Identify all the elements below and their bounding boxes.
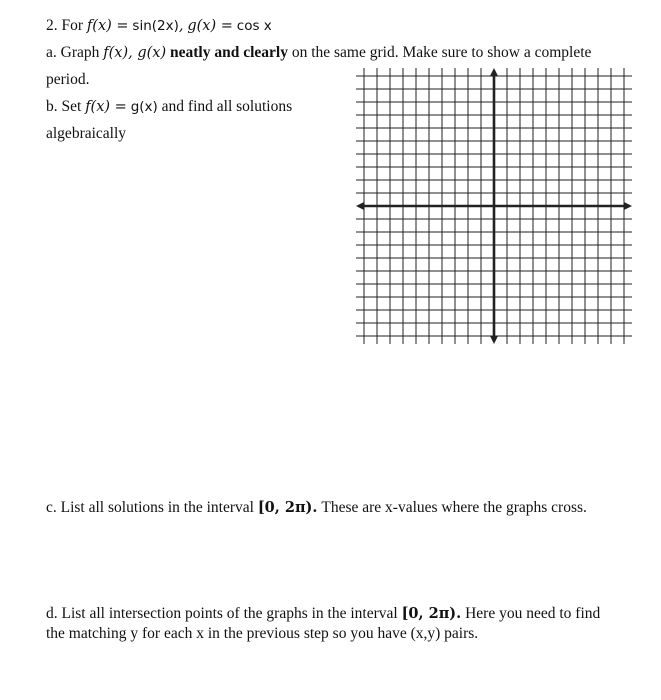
f-definition-left: f(x) =	[86, 18, 129, 34]
part-b-rest: and find all solutions	[161, 98, 293, 115]
x-axis-arrow-right	[624, 202, 632, 210]
part-b-line-1	[46, 98, 292, 116]
y-axis-arrow-down	[490, 336, 498, 344]
part-d-line-1	[46, 605, 600, 623]
part-b-prefix: b. Set	[46, 98, 82, 115]
part-c-interval: [0, 2π).	[257, 499, 318, 516]
definition-separator: ,	[178, 18, 184, 34]
part-a-functions: f(x), g(x)	[103, 45, 167, 61]
coordinate-grid	[356, 68, 632, 344]
part-b-lhs: f(x) =	[85, 99, 127, 115]
question-2-header	[46, 17, 272, 35]
part-d-line-2: the matching y for each x in the previous step so you have (x,y) pairs.	[46, 625, 479, 642]
part-d-rest: Here you need to find	[465, 605, 601, 622]
part-a-line-2: period.	[46, 71, 90, 88]
part-c-line	[46, 499, 587, 517]
part-c-prefix: c. List all solutions in the interval	[46, 499, 254, 516]
g-definition-left: g(x) =	[187, 18, 233, 34]
part-a-emphasis: neatly and clearly	[169, 44, 288, 61]
part-a-rest: on the same grid. Make sure to show a complete	[291, 44, 592, 61]
x-axis-arrow-left	[356, 202, 364, 210]
part-c-rest: These are x-values where the graphs cross.	[321, 499, 587, 516]
part-b-line-2: algebraically	[46, 125, 127, 142]
part-a-line-1	[46, 44, 591, 62]
question-2-prefix: 2. For	[46, 17, 84, 34]
g-definition-right: cos x	[236, 18, 272, 34]
f-definition-right: sin(2x)	[132, 18, 179, 34]
part-a-prefix: a. Graph	[46, 44, 100, 61]
part-b-rhs: g(x)	[130, 99, 158, 115]
y-axis-arrow-up	[490, 68, 498, 76]
part-d-prefix: d. List all intersection points of the graphs in the interval	[46, 605, 398, 622]
part-d-interval: [0, 2π).	[401, 605, 462, 622]
